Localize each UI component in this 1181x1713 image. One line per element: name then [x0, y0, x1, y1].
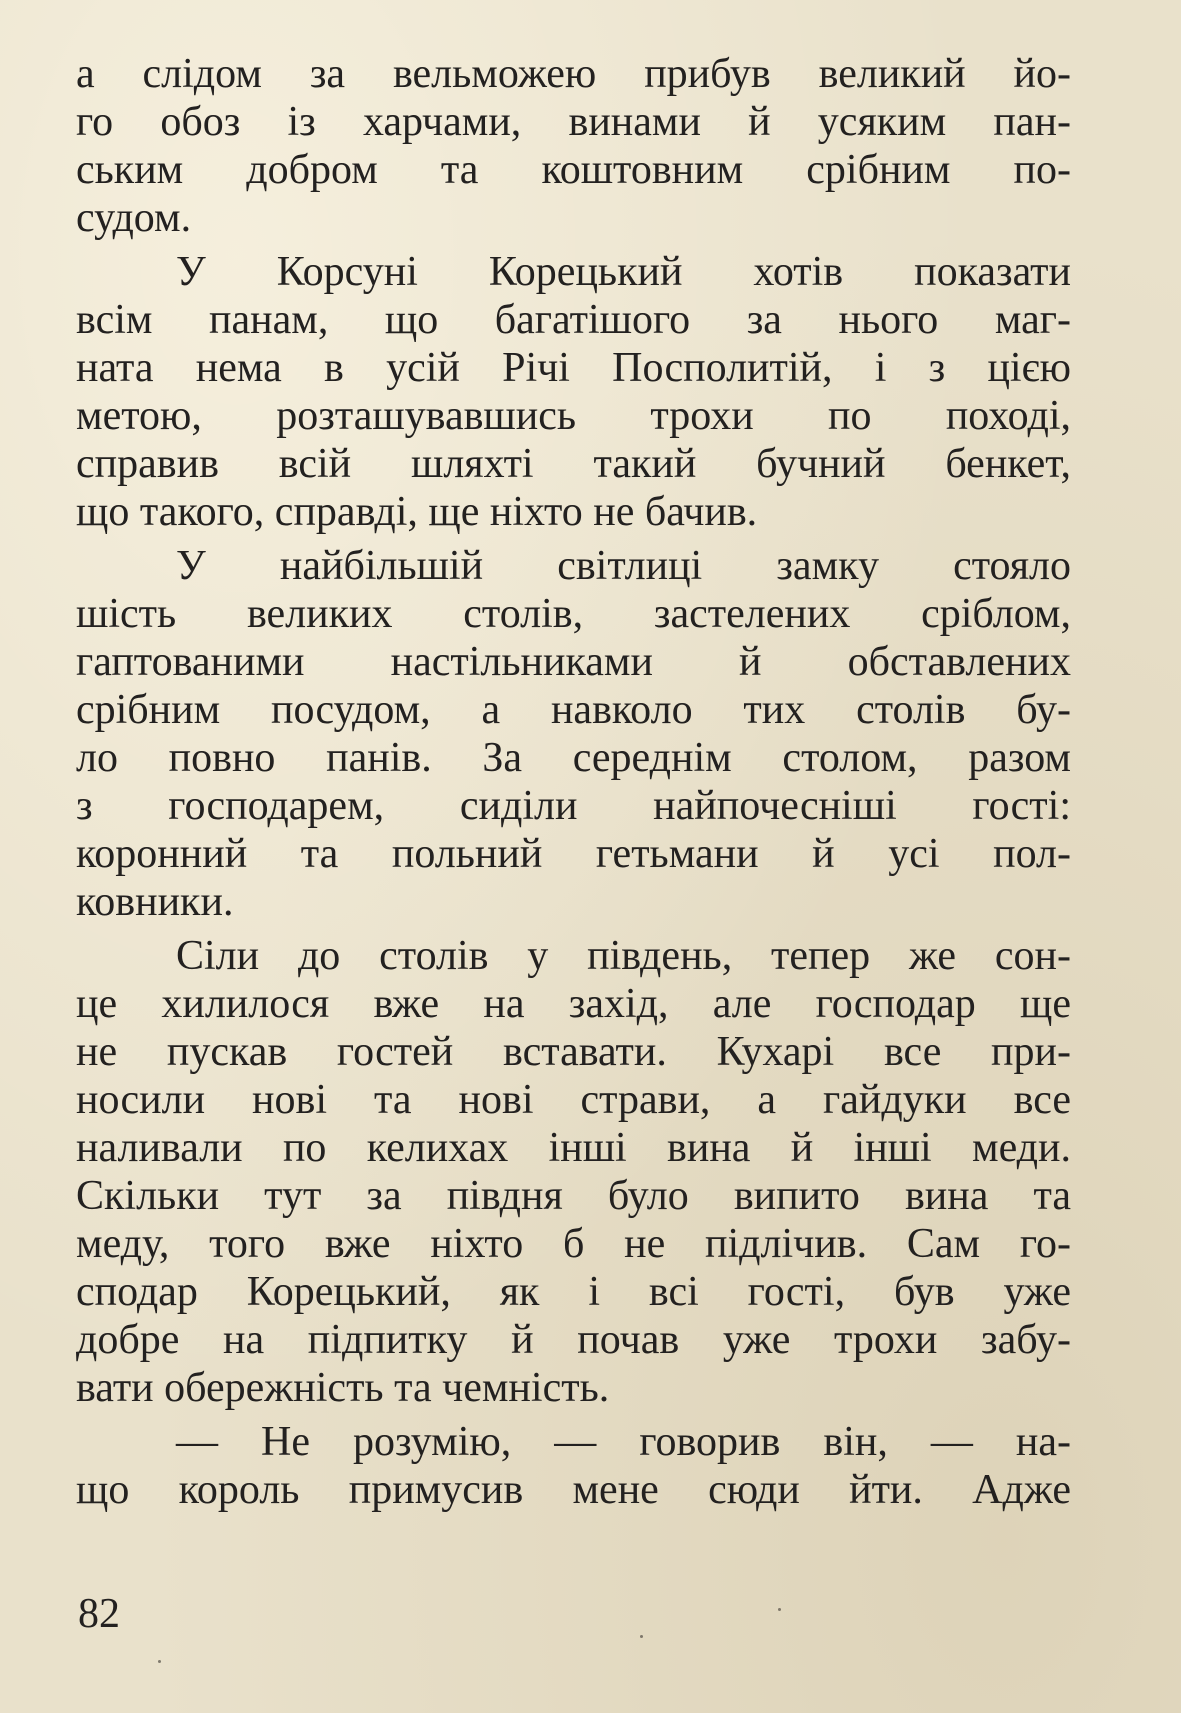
text-line: У найбільшій світлиці замку стояло — [176, 543, 1071, 589]
text-line: шість великих столів, застелених сріблом, — [76, 591, 1071, 637]
text-line: не пускав гостей вставати. Кухарі все при- — [76, 1029, 1071, 1075]
text-line: Сіли до столів у південь, тепер же сон- — [176, 933, 1071, 979]
text-line: що король примусив мене сюди йти. Адже — [76, 1467, 1071, 1513]
paragraph-1 — [76, 50, 1071, 242]
text-line: сподар Корецький, як і всі гості, був уже — [76, 1269, 1071, 1315]
text-line: ським добром та коштовним срібним по- — [76, 147, 1071, 193]
paragraph-3 — [76, 542, 1071, 926]
text-line: вати обережність та чемність. — [76, 1365, 610, 1411]
text-line: метою, розташувавшись трохи по поході, — [76, 393, 1071, 439]
text-line: ло повно панів. За середнім столом, разом — [76, 735, 1071, 781]
text-line: срібним посудом, а навколо тих столів бу- — [76, 687, 1071, 733]
paragraph-2 — [76, 248, 1071, 536]
text-line: ковники. — [76, 879, 234, 925]
text-line: це хилилося вже на захід, але господар ще — [76, 981, 1071, 1027]
text-line: Скільки тут за півдня було випито вина та — [76, 1173, 1071, 1219]
text-line: го обоз із харчами, винами й усяким пан- — [76, 99, 1071, 145]
text-line: судом. — [76, 195, 192, 241]
body-text — [76, 50, 1071, 1514]
text-line: гаптованими настільниками й обставлених — [76, 639, 1071, 685]
text-line: добре на підпитку й почав уже трохи забу- — [76, 1317, 1071, 1363]
print-speck — [778, 1608, 781, 1611]
page-number: 82 — [78, 1591, 120, 1637]
print-speck — [640, 1635, 643, 1638]
text-line: — Не розумію, — говорив він, — на- — [176, 1419, 1071, 1465]
text-line: що такого, справді, ще ніхто не бачив. — [76, 489, 758, 535]
text-line: з господарем, сиділи найпочесніші гості: — [76, 783, 1071, 829]
text-line: всім панам, що багатішого за нього маг- — [76, 297, 1071, 343]
text-line: а слідом за вельможею прибув великий йо- — [76, 51, 1071, 97]
text-line: носили нові та нові страви, а гайдуки все — [76, 1077, 1071, 1123]
text-line: У Корсуні Корецький хотів показати — [176, 249, 1071, 295]
text-line: коронний та польний гетьмани й усі пол- — [76, 831, 1071, 877]
paragraph-5 — [76, 1418, 1071, 1514]
print-speck — [158, 1660, 161, 1663]
text-line: наливали по келихах інші вина й інші меди. — [76, 1125, 1071, 1171]
paragraph-4 — [76, 932, 1071, 1412]
text-line: ната нема в усій Річі Посполитій, і з цією — [76, 345, 1071, 391]
text-line: справив всій шляхті такий бучний бенкет, — [76, 441, 1071, 487]
text-line: меду, того вже ніхто б не підлічив. Сам го- — [76, 1221, 1071, 1267]
